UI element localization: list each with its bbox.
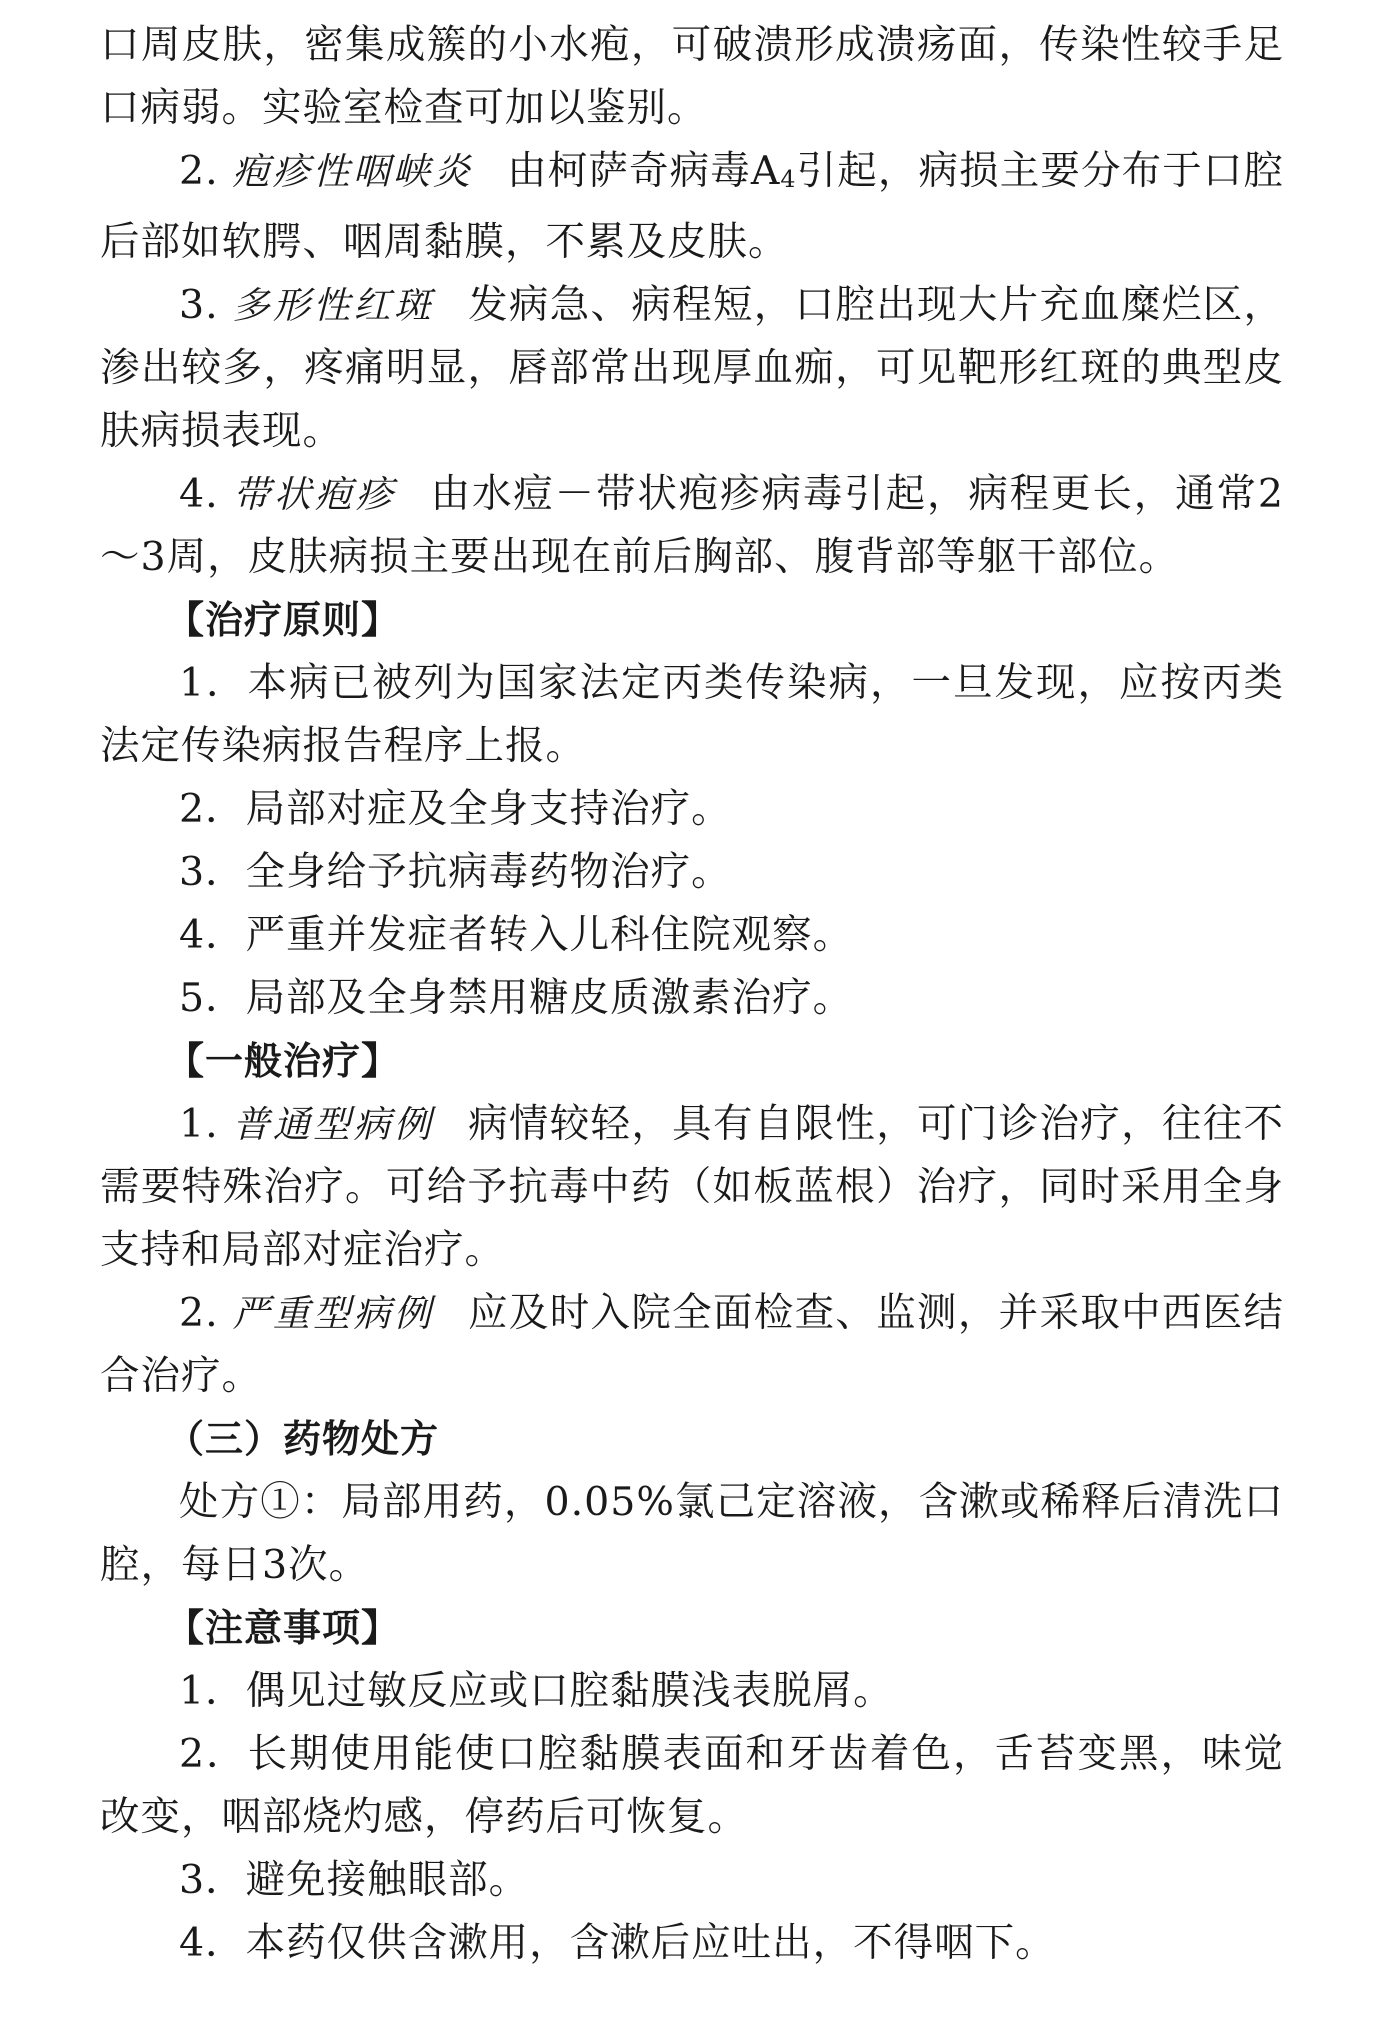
item-number: 1. (179, 1101, 219, 1147)
item-term: 疱疹性咽峡炎 (232, 150, 474, 193)
section-heading: 【注意事项】 (166, 1606, 401, 1650)
list-item: 3．避免接触眼部。 (179, 1857, 530, 1903)
item-text: 病情较轻，具有自限性，可门诊治疗，往往不需要特殊治疗。可给予抗毒中药（如板蓝根）治疗，同时采用全身支持和局部对症治疗。 (100, 1101, 1285, 1273)
item-text: 由柯萨奇病毒A (507, 148, 781, 194)
item-number: 3. (179, 282, 219, 328)
prescription-text: 处方①：局部用药，0.05%氯己定溶液，含漱或稀释后清洗口腔，每日3次。 (100, 1479, 1284, 1588)
list-item: 3．全身给予抗病毒药物治疗。 (179, 849, 732, 895)
section-heading: 【治疗原则】 (166, 598, 401, 642)
paragraph: 口周皮肤，密集成簇的小水疱，可破溃形成溃疡面，传染性较手足口病弱。实验室检查可加以鉴别。 (100, 22, 1284, 131)
item-text: 发病急、病程短，口腔出现大片充血糜烂区，渗出较多，疼痛明显，唇部常出现厚血痂，可见靶形红斑的典型皮肤病损表现。 (100, 282, 1285, 454)
differential-item (100, 274, 1284, 463)
list-item (100, 1282, 1284, 1408)
subscript: 4 (780, 165, 797, 193)
list-item: 5．局部及全身禁用糖皮质激素治疗。 (179, 975, 854, 1021)
item-term: 带状疱疹 (233, 473, 397, 516)
list-item: 4．本药仅供含漱用，含漱后应吐出，不得咽下。 (179, 1920, 1056, 1966)
differential-item (100, 463, 1284, 589)
item-term: 多形性红斑 (232, 284, 435, 327)
list-item: 2．局部对症及全身支持治疗。 (179, 786, 732, 832)
item-text: 应及时入院全面检查、监测，并采取中西医结合治疗。 (100, 1290, 1285, 1399)
item-number: 4. (179, 471, 219, 517)
item-number: 2. (179, 148, 219, 194)
item-number: 2. (179, 1290, 219, 1336)
differential-item (100, 140, 1284, 274)
list-item: 1．本病已被列为国家法定丙类传染病，一旦发现，应按丙类法定传染病报告程序上报。 (100, 660, 1284, 769)
item-text: 由水痘－带状疱疹病毒引起，病程更长，通常2～3周，皮肤病损主要出现在前后胸部、腹背部等躯干部位。 (100, 471, 1284, 580)
item-term: 普通型病例 (232, 1103, 435, 1146)
list-item: 4．严重并发症者转入儿科住院观察。 (179, 912, 854, 958)
list-item: 1．偶见过敏反应或口腔黏膜浅表脱屑。 (179, 1668, 894, 1714)
item-term: 严重型病例 (232, 1292, 435, 1335)
document-page (100, 14, 1284, 1975)
list-item (100, 1093, 1284, 1282)
list-item: 2．长期使用能使口腔黏膜表面和牙齿着色，舌苔变黑，味觉改变，咽部烧灼感，停药后可恢复。 (100, 1731, 1284, 1840)
item-text: 引起，病损主要分布于口腔后部如软腭、咽周黏膜，不累及皮肤。 (100, 148, 1285, 265)
subsection-heading: （三）药物处方 (166, 1417, 440, 1461)
section-heading: 【一般治疗】 (166, 1039, 401, 1083)
